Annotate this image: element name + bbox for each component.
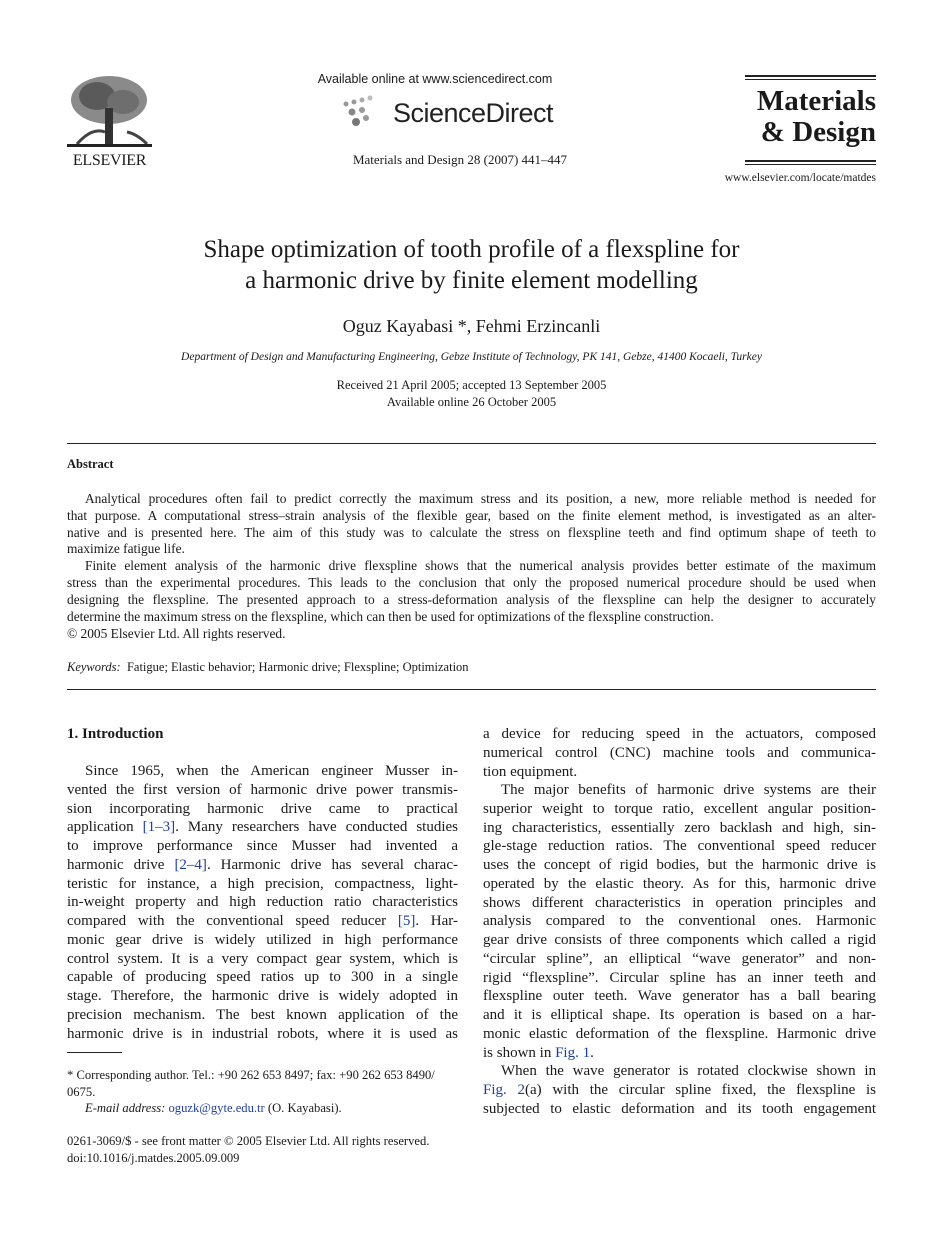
title-line-1: Shape optimization of tooth profile of a flexspline for [203,236,740,263]
text-line: shows different characteristics in operation principles and [483,894,876,911]
journal-citation: Materials and Design 28 (2007) 441–447 [352,152,568,167]
journal-title-line2: & Design [760,116,876,148]
title-line-2: a harmonic drive by finite element modelling [245,267,698,294]
text-line: operated by the elastic theory. As for this, harmonic drive [483,875,876,892]
paragraph [483,1062,876,1118]
keywords [67,660,469,675]
journal-title [740,86,876,148]
text-line: numerical control (CNC) machine tools and communica- [483,744,876,761]
text-line: control system. It is a very compact gear system, which is [67,950,458,967]
text-line: precision mechanism. The best known application of the [67,1006,458,1023]
text-line: vented the first version of harmonic drive power transmis- [67,781,458,798]
keywords-list: Fatigue; Elastic behavior; Harmonic drive; Flexspline; Optimization [126,660,469,674]
paragraph [483,725,876,781]
issn-line: 0261-3069/$ - see front matter © 2005 Elsevier Ltd. All rights reserved. [67,1134,430,1148]
text-line: ing characteristics, essentially zero backlash and high, sin- [483,819,876,836]
body-column-left [67,725,458,1043]
text-line: harmonic drive [2–4]. Harmonic drive has several charac- [67,856,458,873]
text-line: gear drive consists of three components which called a rigid [483,932,876,949]
email-label: E-mail address: [85,1101,166,1115]
text-line: When the wave generator is rotated clockwise shown in [501,1063,876,1080]
text-line: that purpose. A computational stress–strain analysis of the flexible gear, based on the finite element method, is investigated as an alter- [67,507,876,523]
journal-title-line1: Materials [756,85,876,117]
text-line: is shown in Fig. 1. [483,1044,594,1061]
paragraph [67,557,876,624]
text-line: designing the flexspline. The presented approach to a stress-deformation analysis of the flexspline can help the designer to accurately [67,591,876,607]
available-online-text: Available online at www.sciencedirect.com [317,72,553,86]
front-matter [67,1133,467,1167]
text-line: superior weight to torque ratio, excellent angular position- [483,800,876,817]
text-line: Finite element analysis of the harmonic drive flexspline shows that the numerical analysis provides better estimate of the maximum [85,558,876,574]
elsevier-wordmark: ELSEVIER [72,152,147,169]
text-line: stage. Therefore, the harmonic drive is widely adopted in [67,988,458,1005]
text-line: in-weight property and high reduction ratio characteristics [67,894,458,911]
text-line: monic elastic deformation of the flexspline. Harmonic drive [483,1025,876,1042]
journal-url: www.elsevier.com/locate/matdes [724,172,876,184]
paragraph [483,781,876,1062]
received-date: Received 21 April 2005; accepted 13 September 2005 [336,378,607,392]
figure-link[interactable]: Fig. 2 [483,1081,525,1098]
text-line: subjected to elastic deformation and its tooth engagement [483,1100,876,1117]
sciencedirect-dots-icon [340,94,392,130]
text-line: Analytical procedures often fail to predict correctly the maximum stress and its position, a new, more reliable method is needed for [85,491,876,506]
text-line: a device for reducing speed in the actuators, composed [483,726,876,742]
text-line: and it is elliptical shape. Its operation is based on a har- [483,1007,876,1024]
column-text [67,762,458,1043]
text-line: “circular spline”, an elliptical “wave generator” and non- [483,950,876,967]
body-column-right [483,725,876,1118]
citation-link[interactable]: [2–4] [174,856,207,873]
text-line: The major benefits of harmonic drive systems are their [501,782,876,799]
text-line: flexspline outer teeth. Wave generator has a ball bearing [483,988,876,1005]
section-heading: 1. Introduction [67,726,164,742]
figure-link[interactable]: Fig. 1 [555,1044,591,1061]
text-line: maximize fatigue life. [67,541,185,557]
email-link[interactable]: oguzk@gyte.edu.tr [168,1101,265,1115]
text-line: gle-stage reduction ratios. The conventional speed reducer [483,838,876,855]
email-line [67,1100,458,1117]
text-line: capable of producing speed ratios up to 300 in a single [67,969,458,986]
text-line: stress than the experimental procedures. This leads to the conclusion that only the proposed numerical procedure should be used when [67,575,876,591]
paragraph [67,625,876,642]
text-line: rigid “flexspline”. Circular spline has an inner teeth and [483,969,876,986]
text-line: harmonic drive is in industrial robots, where it is used as [67,1025,458,1042]
authors: Oguz Kayabasi *, Fehmi Erzincanli [342,316,601,336]
text-line: analysis compared to the conventional ones. Harmonic [483,913,876,930]
text-line: uses the concept of rigid bodies, but the harmonic drive is [483,857,876,874]
corresponding-author-cont: 0675. [67,1084,96,1099]
abstract-heading: Abstract [67,457,114,471]
text-line: Since 1965, when the American engineer Musser in- [85,763,458,780]
text-line: teristic for instance, a high precision, compactness, light- [67,875,458,892]
text-line: application [1–3]. Many researchers have conducted studies [67,819,458,836]
citation-link[interactable]: [1–3] [142,819,176,836]
article-title [67,234,876,296]
article-dates [67,377,876,411]
email-owner: (O. Kayabasi). [267,1101,342,1115]
keywords-label: Keywords: [67,660,121,674]
text-line: native and is presented here. The aim of this study was to calculate the stress on flexspline teeth and find optimum shape of teeth to [67,524,876,540]
text-line: tion equipment. [483,763,578,780]
text-line: determine the maximum stress on the flexspline, which can then be used for optimizations of the flexspline construction. [67,608,714,624]
text-line: compared with the conventional speed reducer [5]. Har- [67,913,458,930]
text-line: to improve performance since Musser had invented a [67,838,458,855]
text-line: Fig. 2(a) with the circular spline fixed, the flexspline is [483,1081,876,1098]
text-line: © 2005 Elsevier Ltd. All rights reserved. [67,625,286,641]
paragraph [67,762,458,1043]
sciencedirect-logo: ScienceDirect [393,98,554,128]
elsevier-tree-logo [67,72,152,150]
available-date: Available online 26 October 2005 [386,395,557,409]
text-line: monic gear drive is widely utilized in high performance [67,931,458,948]
abstract-body [67,490,876,642]
footnote [67,1067,458,1117]
doi-line: doi:10.1016/j.matdes.2005.09.009 [67,1151,240,1165]
corresponding-author: * Corresponding author. Tel.: +90 262 653 8497; fax: +90 262 653 8490/ [67,1068,435,1082]
text-line: sion incorporating harmonic drive came to practical [67,800,458,817]
paragraph [67,490,876,557]
affiliation: Department of Design and Manufacturing Engineering, Gebze Institute of Technology, PK 141, Gebze, 41400 Kocaeli, Turkey [181,351,762,363]
citation-link[interactable]: [5] [397,913,416,930]
